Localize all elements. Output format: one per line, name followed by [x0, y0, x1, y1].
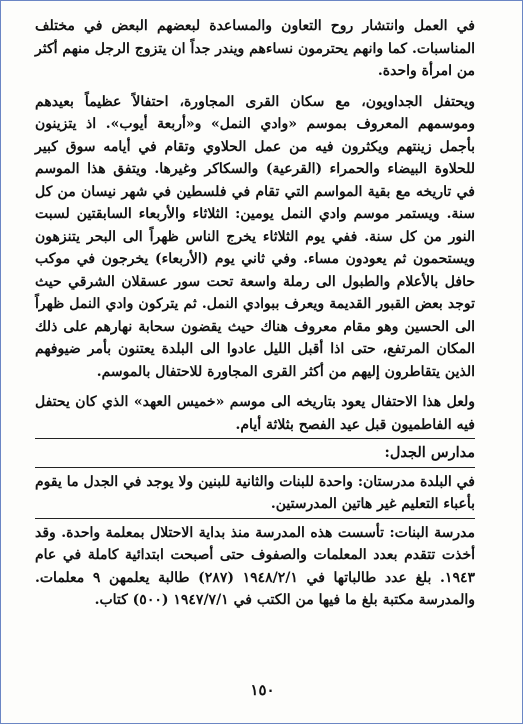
divider: [35, 467, 475, 468]
paragraph-2: ويحتفل الجداويون، مع سكان القرى المجاورة، احتفالاً عظيماً بعيدهم وموسمهم المعروف بموسم «وادي النمل» و«أربعة أيوب». اذ يتزينون بأجمل زينتهم ويكثرون فيه من عمل الحلاوي وتقام في أيامه سوق كبير للحلاوة البيضاء والحمراء (القرعية) والسكاكر وغيرها. ويتفق هذا الموسم في تاريخه مع بقية المواسم التي تقام في فلسطين في شهر نيسان من كل سنة. ويستمر موسم وادي النمل يومين: الثلاثاء والأربعاء السابقتين لسبت النور من كل سنة. ففي يوم الثلاثاء يخرج الناس ظهراً الى البحر يتنزهون ويستحمون ثم يعودون مساء. وفي ثاني يوم (الأربعاء) يخرجون في موكب حافل بالأعلام والطبول الى رملة واسعة تحت سور عسقلان الشرقي حيث توجد بعض القبور القديمة ويعرف ببوادي النمل. ثم يتركون وادي النمل ظهراً الى الحسين وهو مقام معروف هناك حيث يقضون سحابة نهارهم على ذلك المكان المرتفع، حتى اذا أقبل الليل عادوا الى البلدة يعتنون بأمر ضيوفهم الذين يتقاطرون إليهم من أكثر القرى المجاورة للاحتفال بالموسم.: [35, 93, 475, 380]
paragraph-5: مدرسة البنات: تأسست هذه المدرسة منذ بداية الاحتلال بمعلمة واحدة. وقد أخذت تتقدم بعدد المعلمات والصفوف حتى أصبحت ابتدائية كاملة في عام ١٩٤٣. بلغ عدد طالباتها في ١٩٤٨/٢/١ (٢٨٧) طالبة يعلمهن ٩ معلمات. والمدرسة مكتبة بلغ ما فيها من الكتب في ١٩٤٧/٧/١ (٥٠٠) كتاب.: [35, 524, 475, 608]
section-title: مدارس الجدل:: [384, 444, 475, 461]
paragraph-3: ولعل هذا الاحتفال يعود بتاريخه الى موسم «خميس العهد» الذي كان يحتفل فيه الفاطميون قبل عيد الفصح بثلاثة أيام.: [35, 394, 475, 433]
divider: [35, 438, 475, 439]
divider: [35, 518, 475, 519]
page-number: ١٥٠: [250, 681, 275, 699]
page-text: [35, 15, 475, 612]
paragraph-4: في البلدة مدرستان: واحدة للبنات والثانية للبنين ولا يوجد في الجدل ما يقوم بأعباء التعليم غير هاتين المدرستين.: [35, 473, 475, 512]
paragraph-1: في العمل وانتشار روح التعاون والمساعدة لبعضهم البعض في مختلف المناسبات. كما وانهم يحترمون نساءهم ويندر جداً ان يتزوج الرجل منهم أكثر من امرأة واحدة.: [35, 18, 475, 79]
